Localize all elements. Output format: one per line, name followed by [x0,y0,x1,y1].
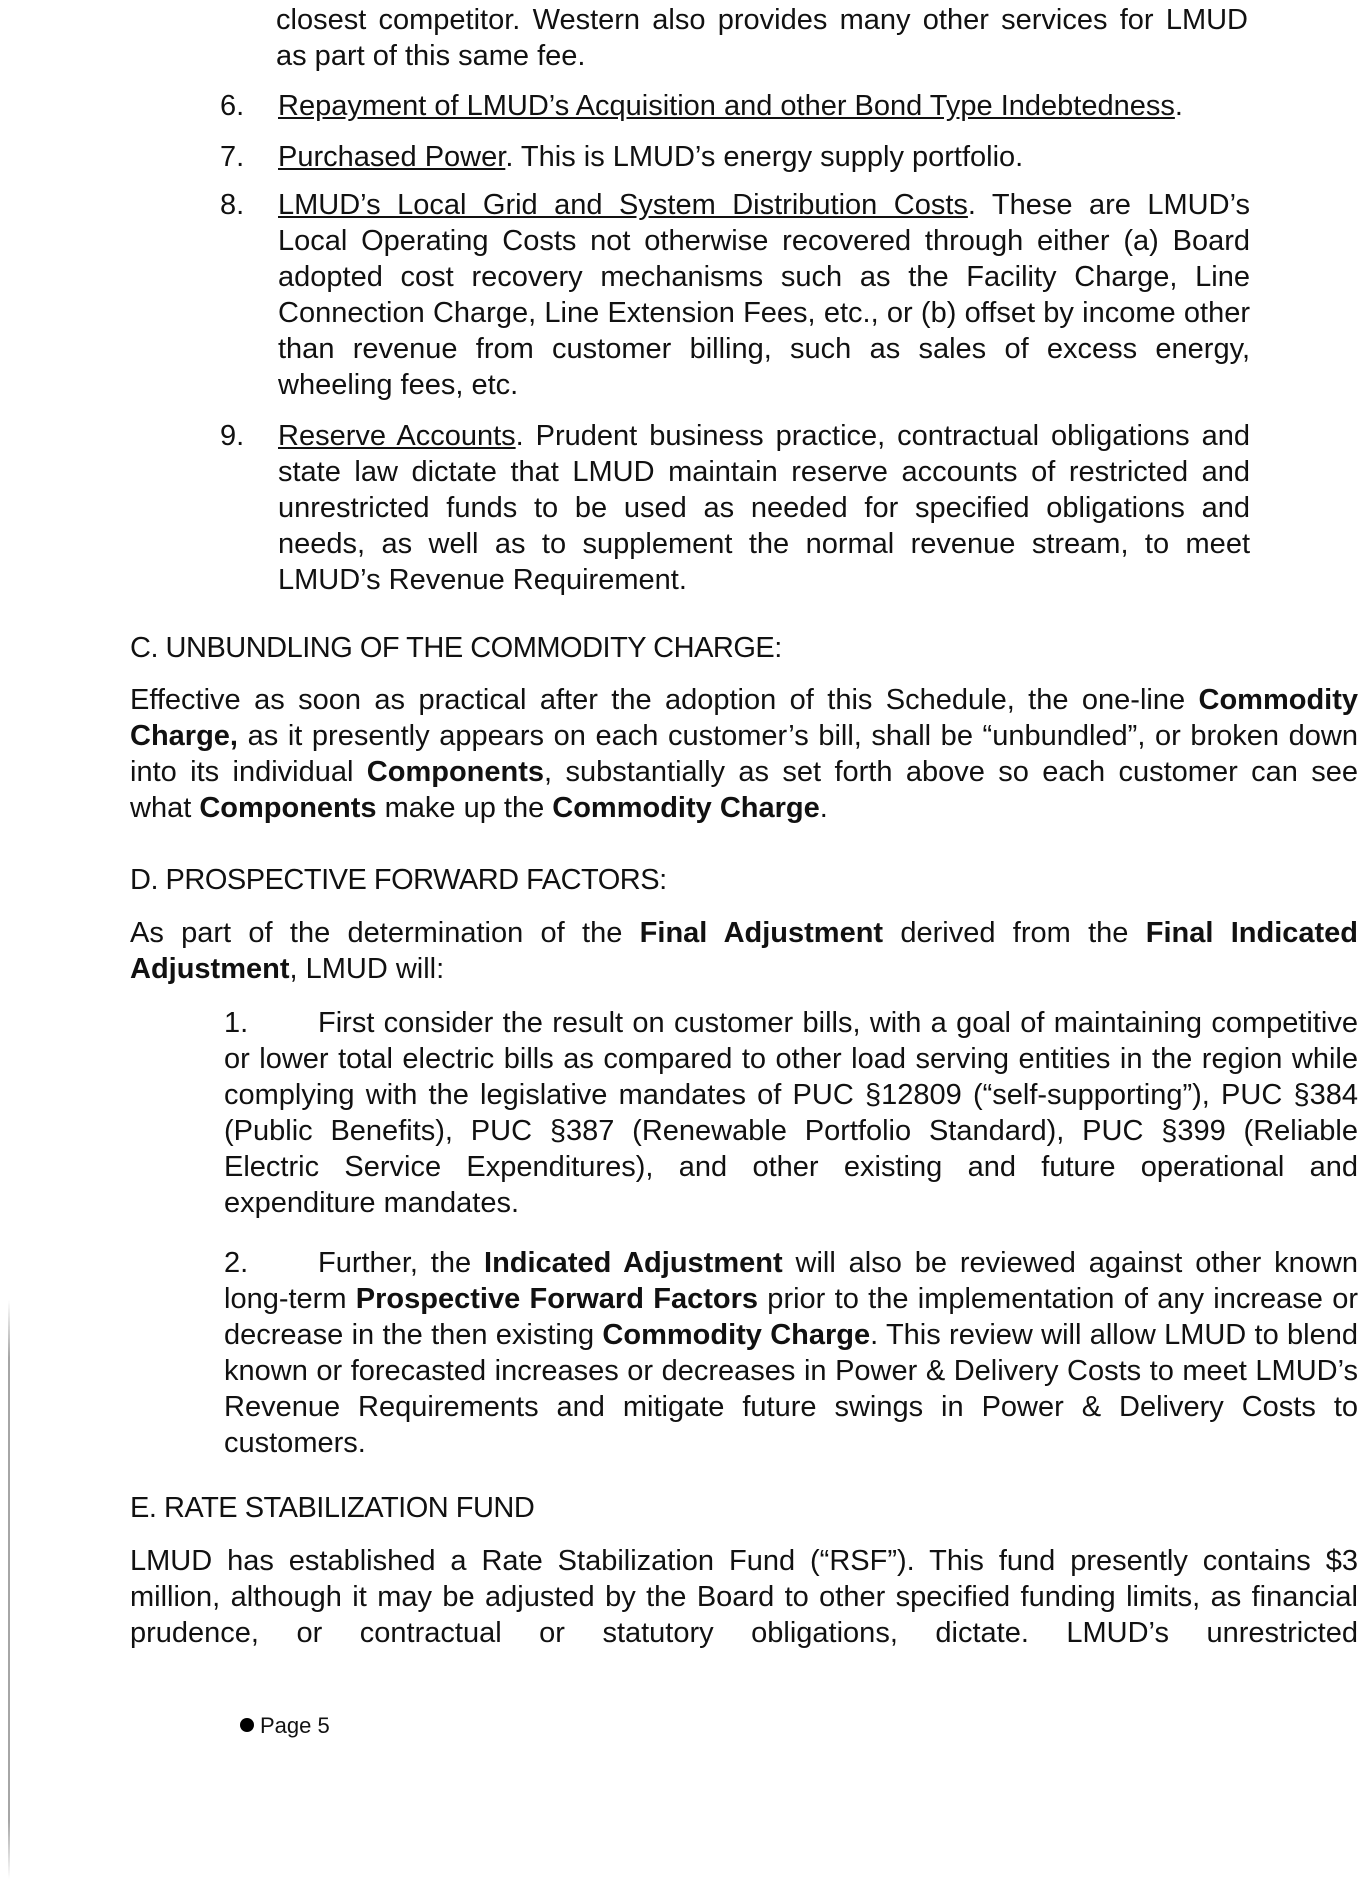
text-run: Further, the [318,1247,485,1279]
list-item-6 [220,88,1250,124]
subitem-text: First consider the result on customer bills, with a goal of maintaining competitive or lower total electric bills as compared to other load serving entities in the region while complying with the legislative mandates of PUC §12809 (“self-supporting”), PUC §384 (Public Benefits), PUC §387 (Renewable Portfolio Standard), PUC §399 (Reliable Electric Service Expenditures), and other existing and future operational and expenditure mandates. [224,1007,1358,1219]
list-item-9 [220,418,1250,598]
text-run: Effective as soon as practical after the adoption of this Schedule, the one-line [130,684,1199,716]
section-c-heading: C. UNBUNDLING OF THE COMMODITY CHARGE: [130,632,782,664]
text-run: , substantially as set forth above so each customer can see what [130,756,1359,824]
list-item-number: 9. [220,420,245,452]
list-item-text: . This is LMUD’s energy supply portfolio. [505,141,1024,173]
text-run: as it presently appears on each customer’s bill, shall be “unbundled”, or broken down into its individual [130,720,1358,788]
section-d-intro [130,915,1358,987]
list-item-7 [220,139,1250,175]
text-run: will also be reviewed against other known long-term [224,1247,1359,1315]
list-item-number: 6. [220,90,245,122]
section-d-subitem-2 [224,1245,1358,1461]
text-run: , LMUD will: [289,953,445,985]
bold-run: Components [366,756,545,788]
section-d-heading: D. PROSPECTIVE FORWARD FACTORS: [130,864,667,896]
subitem-number: 2. [224,1247,249,1279]
scan-edge-line [8,1300,10,1879]
text-run: derived from the [883,917,1146,949]
list-item-number: 7. [220,141,245,173]
list-item-title: LMUD’s Local Grid and System Distribution Costs [278,189,968,221]
list-item-number: 8. [220,189,245,221]
bold-run: Components [199,792,377,824]
bold-run: Commodity Charge [552,792,820,824]
list-item-title: Repayment of LMUD’s Acquisition and other Bond Type Indebtedness [278,90,1175,122]
continuation-line-1: closest competitor. Western also provides many other services for LMUD [276,4,1248,36]
page-number: Page 5 [260,1713,330,1738]
text-run: make up the [376,792,553,824]
bold-run: Commodity Charge [602,1319,871,1351]
text-run: . [819,792,828,824]
bullet-icon [240,1718,254,1732]
continuation-line-2: as part of this same fee. [276,40,586,72]
bold-run: Prospective Forward Factors [355,1283,758,1315]
section-c-paragraph [130,682,1358,826]
bold-run: Indicated Adjustment [484,1247,783,1279]
section-e-heading: E. RATE STABILIZATION FUND [130,1492,535,1524]
bold-run: Final Indicated Adjustment [130,917,1359,985]
list-item-text: . These are LMUD’s Local Operating Costs not otherwise recovered through either (a) Board adopted cost recovery mechanisms such as the Facility Charge, Line Connection Charge, Line Extension Fees, etc., or (b) offset by income other than revenue from customer billing, such as sales of excess energy, wheeling fees, etc. [278,189,1250,401]
bold-run: Commodity Charge, [130,684,1358,752]
page-footer [240,1713,330,1739]
section-e-paragraph: LMUD has established a Rate Stabilization Fund (“RSF”). This fund presently contains $3 million, although it may be adjusted by the Board to other specified funding limits, as financial prudence, or contractual or statutory obligations, dictate. LMUD’s unrestricted [130,1545,1358,1649]
text-run: As part of the determination of the [130,917,640,949]
text-run: prior to the implementation of any increase or decrease in the then existing [224,1283,1359,1351]
list-item-title: Reserve Accounts [278,420,516,452]
bold-run: Final Adjustment [639,917,884,949]
list-item-text: . [1174,90,1183,122]
subitem-number: 1. [224,1007,249,1039]
section-d-subitem-1 [224,1005,1358,1221]
list-item-text: . Prudent business practice, contractual obligations and state law dictate that LMUD maintain reserve accounts of restricted and unrestricted funds to be used as needed for specified obligations and needs, as well as to supplement the normal revenue stream, to meet LMUD’s Revenue Requirement. [278,420,1250,596]
text-run: . This review will allow LMUD to blend known or forecasted increases or decreases in Power & Delivery Costs to meet LMUD’s Revenue Requirements and mitigate future swings in Power & Delivery Costs to customers. [224,1319,1358,1459]
list-item-title: Purchased Power [278,141,506,173]
list-item-8 [220,187,1250,403]
